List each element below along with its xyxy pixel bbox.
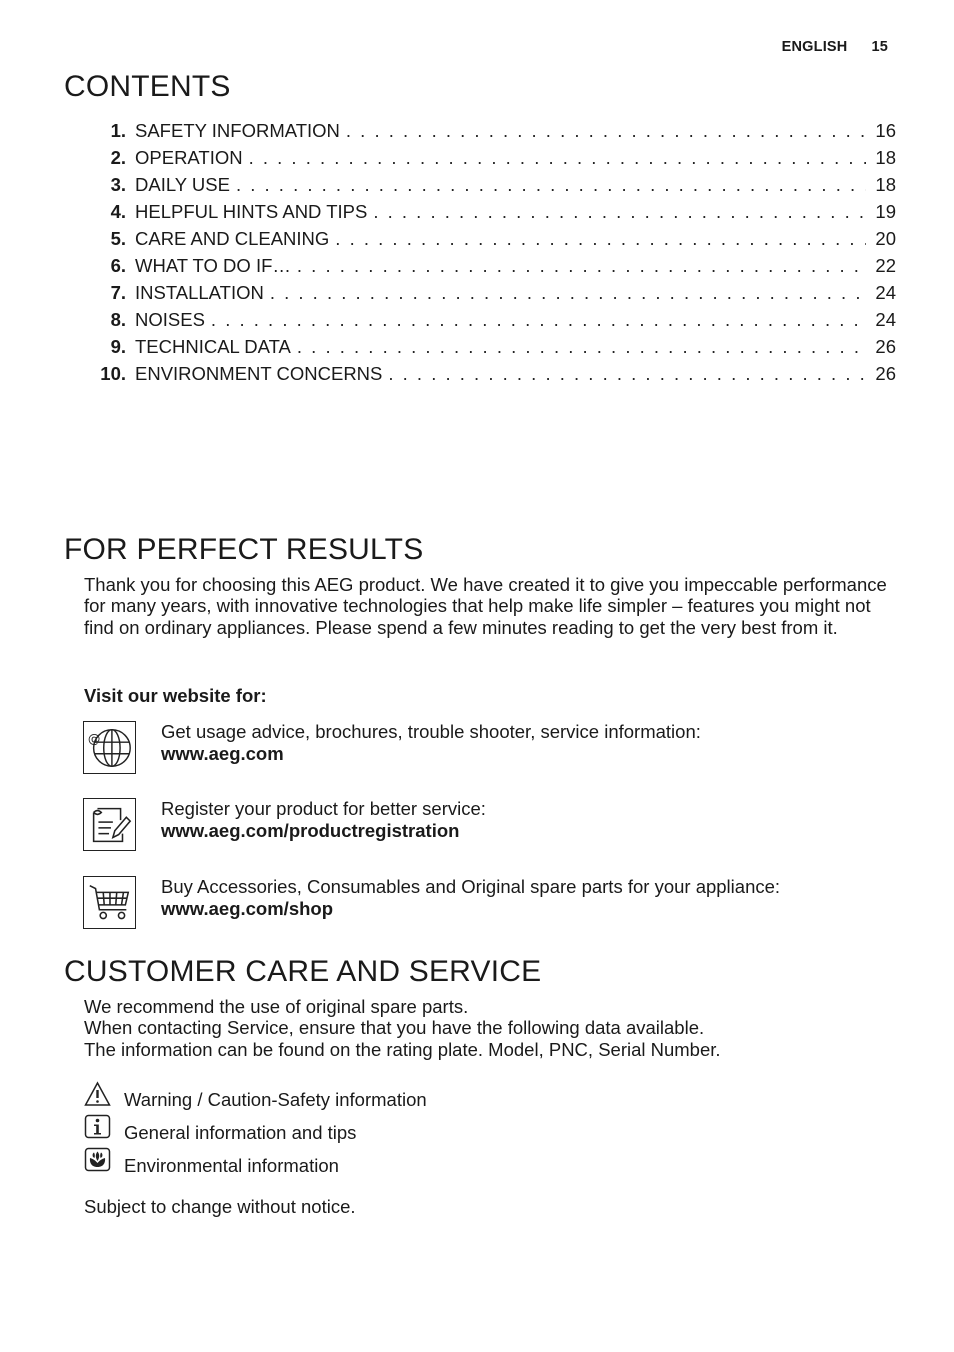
toc-number: 9. [110, 336, 126, 357]
toc-entry[interactable] [88, 120, 896, 147]
customer-care-title: CUSTOMER CARE AND SERVICE [64, 955, 542, 988]
toc-leader-dots [270, 282, 866, 304]
toc-number: 6. [110, 255, 126, 276]
contents-title: CONTENTS [64, 70, 231, 103]
legend-label: Environmental information [124, 1155, 339, 1176]
toc-page: 24 [875, 309, 896, 330]
table-of-contents [88, 120, 896, 390]
globe-at-icon [83, 721, 136, 774]
toc-number: 1. [110, 120, 126, 141]
toc-label: SAFETY INFORMATION [135, 120, 340, 141]
toc-page: 24 [875, 282, 896, 303]
toc-leader-dots [388, 363, 866, 385]
website-item-description: Buy Accessories, Consumables and Original spare parts for your appliance: [161, 876, 781, 897]
toc-entry[interactable] [88, 255, 896, 282]
customer-care-line: When contacting Service, ensure that you have the following data available. [84, 1017, 705, 1039]
toc-page: 16 [875, 120, 896, 141]
website-item-description: Register your product for better service: [161, 798, 486, 819]
toc-page: 20 [875, 228, 896, 249]
toc-label: TECHNICAL DATA [135, 336, 291, 357]
toc-leader-dots [297, 336, 866, 358]
toc-label: WHAT TO DO IF… [135, 255, 291, 276]
toc-label: INSTALLATION [135, 282, 264, 303]
toc-entry[interactable] [88, 282, 896, 309]
toc-entry[interactable] [88, 336, 896, 363]
language-label: ENGLISH [781, 39, 848, 55]
toc-label: DAILY USE [135, 174, 230, 195]
toc-page: 19 [875, 201, 896, 222]
toc-number: 4. [110, 201, 126, 222]
toc-number: 8. [110, 309, 126, 330]
toc-label: NOISES [135, 309, 205, 330]
website-item-shop [83, 876, 903, 932]
toc-entry[interactable] [88, 174, 896, 201]
toc-label: OPERATION [135, 147, 243, 168]
website-link[interactable]: www.aeg.com/shop [161, 897, 334, 919]
toc-label: HELPFUL HINTS AND TIPS [135, 201, 368, 222]
toc-number: 5. [110, 228, 126, 249]
page-number: 15 [871, 39, 888, 55]
website-item-registration [83, 798, 903, 854]
shopping-cart-icon [83, 876, 136, 929]
customer-care-line: We recommend the use of original spare parts. [84, 996, 469, 1017]
perfect-results-title: FOR PERFECT RESULTS [64, 533, 424, 566]
info-icon [84, 1114, 111, 1141]
toc-page: 22 [875, 255, 896, 276]
customer-care-paragraph [84, 996, 899, 1060]
website-link[interactable]: www.aeg.com/productregistration [161, 819, 460, 841]
toc-leader-dots [236, 174, 866, 196]
toc-leader-dots [335, 228, 866, 250]
website-item-text [161, 721, 701, 764]
page-header [782, 39, 888, 55]
website-item-description: Get usage advice, brochures, trouble shooter, service information: [161, 721, 701, 742]
toc-entry[interactable] [88, 363, 896, 390]
website-item-text [161, 876, 780, 919]
toc-entry[interactable] [88, 309, 896, 336]
toc-number: 10. [100, 363, 126, 384]
customer-care-line: The information can be found on the rating plate. Model, PNC, Serial Number. [84, 1038, 721, 1060]
toc-page: 18 [875, 147, 896, 168]
toc-label: CARE AND CLEANING [135, 228, 330, 249]
website-link[interactable]: www.aeg.com [161, 742, 284, 764]
toc-label: ENVIRONMENT CONCERNS [135, 363, 383, 384]
toc-leader-dots [373, 201, 866, 223]
toc-leader-dots [211, 309, 866, 331]
change-notice: Subject to change without notice. [84, 1196, 356, 1217]
warning-triangle-icon [84, 1081, 111, 1108]
toc-leader-dots [346, 120, 866, 142]
intro-paragraph: Thank you for choosing this AEG product. We have created it to give you impeccable performance for many years, with innovative technologies that help make life simpler – features you might not find on ordinary appliances. Please spend a few minutes reading to get the very best from it. [84, 574, 887, 638]
legend-label: General information and tips [124, 1122, 357, 1143]
toc-entry[interactable] [88, 228, 896, 255]
visit-website-heading: Visit our website for: [84, 685, 267, 706]
toc-leader-dots [297, 255, 866, 277]
toc-entry[interactable] [88, 147, 896, 174]
toc-page: 26 [875, 363, 896, 384]
registration-pen-icon [83, 798, 136, 851]
svg-text:@: @ [87, 731, 101, 747]
toc-leader-dots [249, 147, 866, 169]
toc-entry[interactable] [88, 201, 896, 228]
toc-number: 7. [110, 282, 126, 303]
environment-icon [84, 1147, 111, 1174]
toc-number: 2. [110, 147, 126, 168]
toc-page: 18 [875, 174, 896, 195]
website-item-usage [83, 721, 903, 777]
toc-page: 26 [875, 336, 896, 357]
website-item-text [161, 798, 486, 841]
legend-label: Warning / Caution-Safety information [124, 1089, 427, 1110]
toc-number: 3. [110, 174, 126, 195]
